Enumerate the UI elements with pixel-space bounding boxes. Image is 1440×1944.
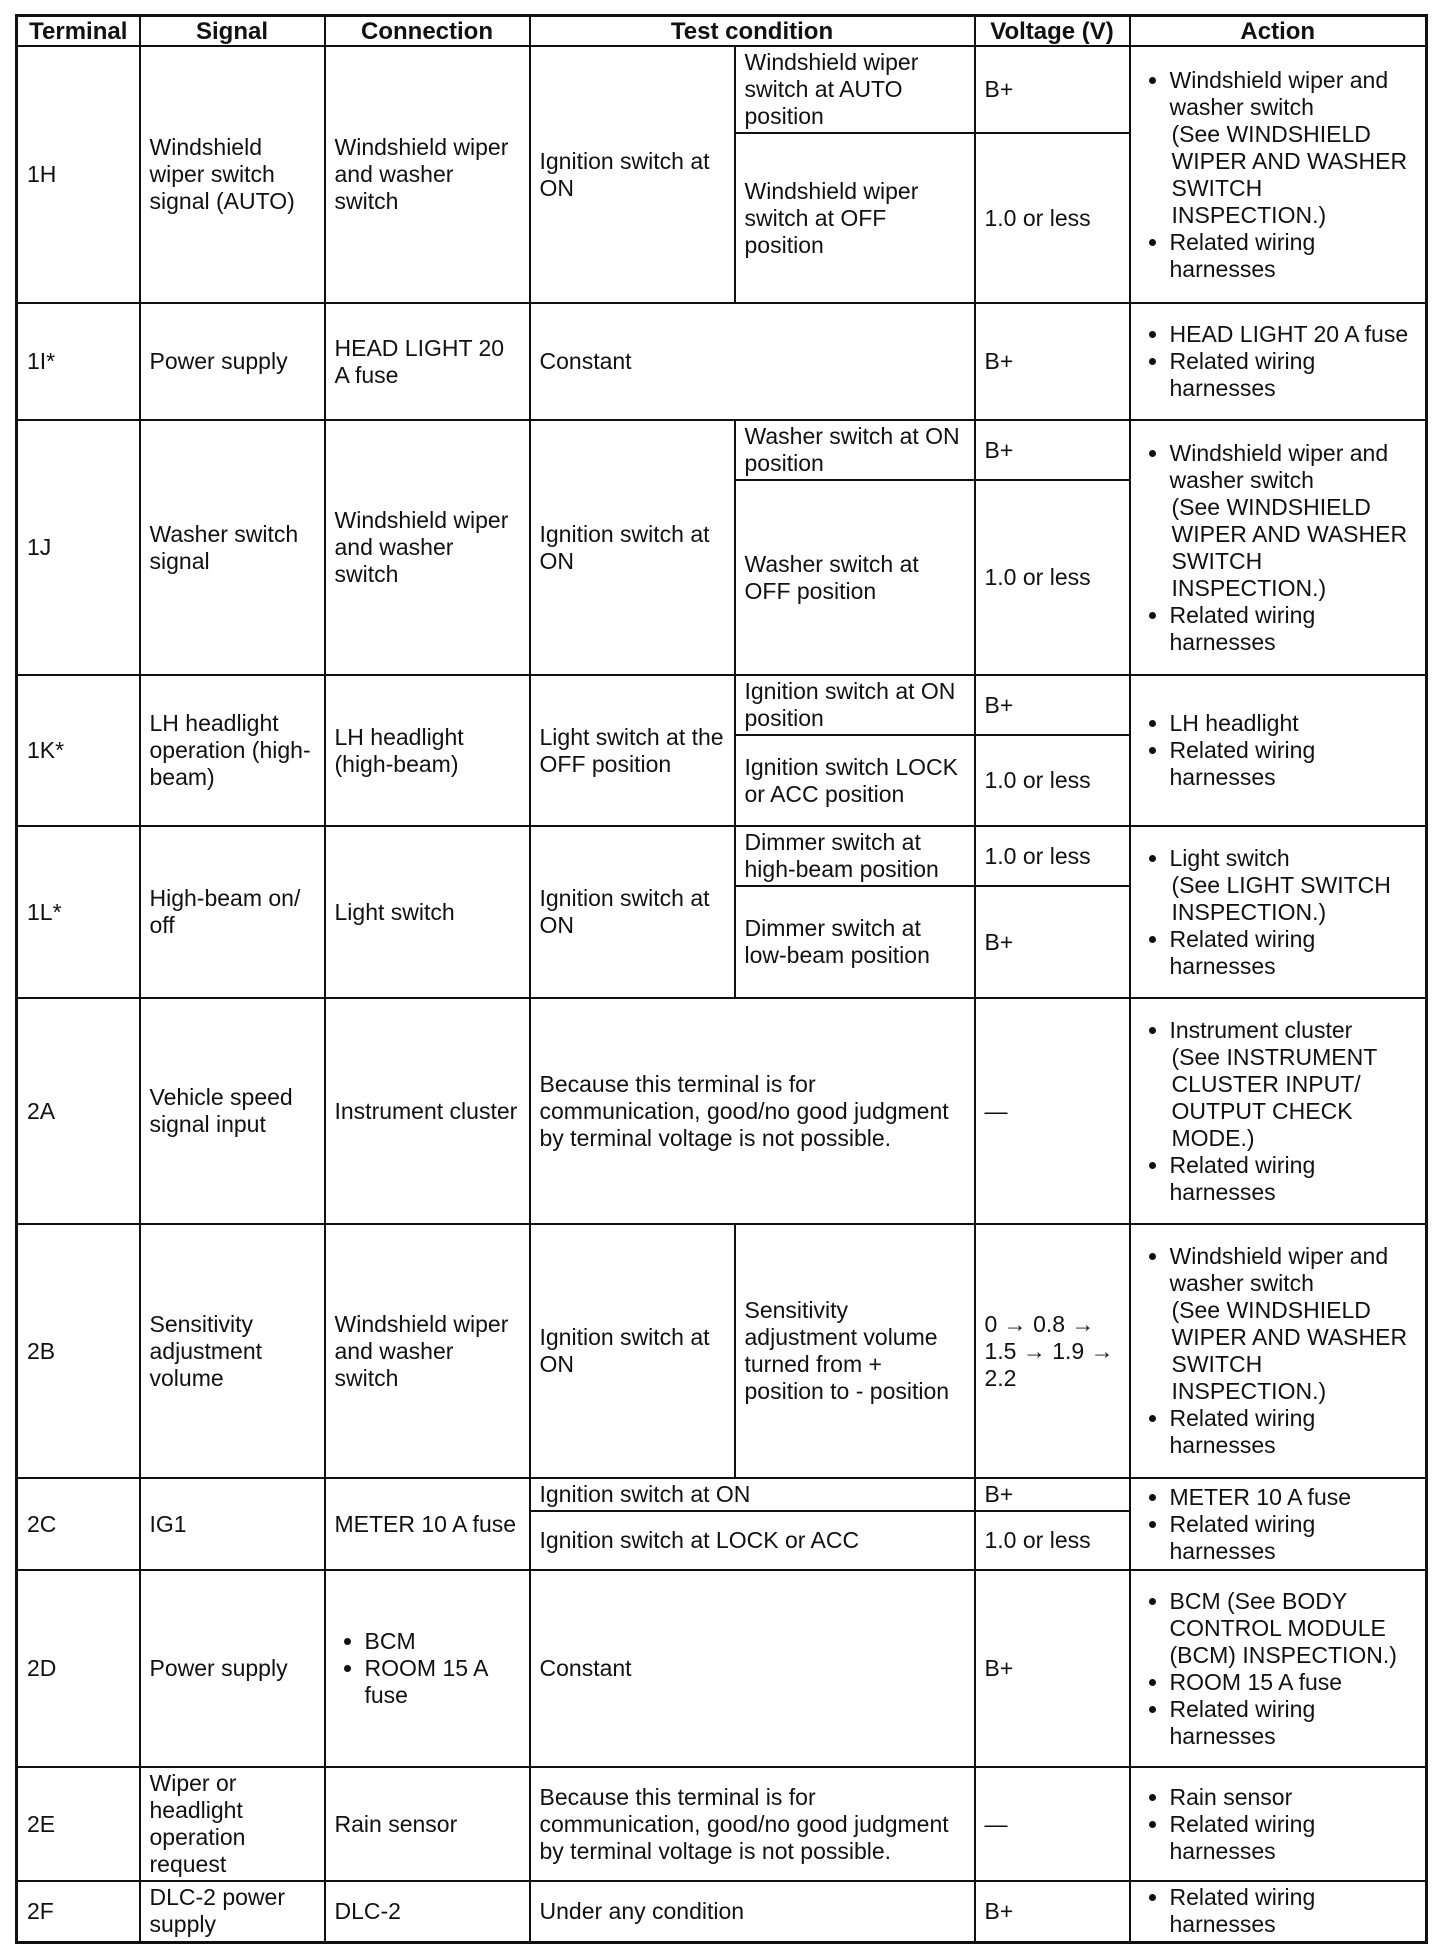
terminal-cell: 1L* [17,826,140,998]
connection-cell: Rain sensor [325,1767,530,1881]
voltage-cell: B+ [975,1478,1130,1511]
action-item: • Related wiring harnesses [1170,926,1417,980]
condition-cell: Because this terminal is for communication, good/no good judgment by terminal voltage is not possible. [530,1767,975,1881]
table-row-1h [17,46,1427,133]
connection-cell: LH headlight (high-beam) [325,675,530,826]
action-cell [1130,1224,1427,1478]
action-cell [1130,420,1427,675]
action-cell [1130,675,1427,826]
connection-cell: Windshield wiper and washer switch [325,420,530,675]
voltage-cell: — [975,998,1130,1224]
signal-cell: Sensitivity adjustment volume [140,1224,325,1478]
connection-cell: Windshield wiper and washer switch [325,46,530,303]
sub-condition-cell: Washer switch at OFF position [735,480,975,675]
table-header-row [17,16,1427,47]
action-item: • Windshield wiper and washer switch (See WINDSHIELD WIPER AND WASHER SWITCH INSPECTION.) [1170,1243,1417,1405]
voltage-cell: B+ [975,420,1130,480]
voltage-cell: B+ [975,886,1130,998]
connection-item: • ROOM 15 A fuse [365,1655,520,1709]
connection-cell: DLC-2 [325,1881,530,1942]
condition-cell: Light switch at the OFF position [530,675,735,826]
action-item: • Related wiring harnesses [1170,229,1417,283]
action-item: • Related wiring harnesses [1170,737,1417,791]
terminal-cell: 2F [17,1881,140,1942]
terminal-cell: 1J [17,420,140,675]
sub-condition-cell: Sensitivity adjustment volume turned from + position to - position [735,1224,975,1478]
table-row-2a [17,998,1427,1224]
sub-condition-cell: Dimmer switch at high-beam position [735,826,975,886]
action-item: • Related wiring harnesses [1170,1405,1417,1459]
signal-cell: High-beam on/ off [140,826,325,998]
header-voltage: Voltage (V) [975,16,1130,47]
action-cell [1130,46,1427,303]
action-item: • Related wiring harnesses [1170,1696,1417,1750]
table-row-1l [17,826,1427,886]
voltage-cell: B+ [975,1570,1130,1767]
condition-cell: Ignition switch at ON [530,1224,735,1478]
terminal-cell: 2D [17,1570,140,1767]
table-row-2e [17,1767,1427,1881]
terminal-cell: 2E [17,1767,140,1881]
sub-condition-cell: Dimmer switch at low-beam position [735,886,975,998]
header-test-condition: Test condition [530,16,975,47]
signal-cell: Wiper or headlight operation request [140,1767,325,1881]
condition-cell: Ignition switch at ON [530,46,735,303]
voltage-cell: B+ [975,303,1130,420]
condition-cell: Constant [530,303,975,420]
action-cell [1130,1881,1427,1942]
table-row-2f [17,1881,1427,1942]
voltage-cell: B+ [975,1881,1130,1942]
table-row-2d [17,1570,1427,1767]
signal-cell: Power supply [140,1570,325,1767]
signal-cell: IG1 [140,1478,325,1570]
action-item: • Related wiring harnesses [1170,1884,1417,1938]
connection-cell: Windshield wiper and washer switch [325,1224,530,1478]
sub-condition-cell: Windshield wiper switch at AUTO position [735,46,975,133]
connection-cell: Instrument cluster [325,998,530,1224]
condition-cell: Ignition switch at ON [530,826,735,998]
header-action: Action [1130,16,1427,47]
action-item: • LH headlight [1170,710,1417,737]
table-row-2c [17,1478,1427,1511]
table-row-2b [17,1224,1427,1478]
voltage-cell: 1.0 or less [975,735,1130,826]
voltage-cell: 1.0 or less [975,480,1130,675]
action-item: • Related wiring harnesses [1170,1152,1417,1206]
action-item: • Light switch (See LIGHT SWITCH INSPECTION.) [1170,845,1417,926]
voltage-cell: — [975,1767,1130,1881]
connection-cell: HEAD LIGHT 20 A fuse [325,303,530,420]
signal-cell: Power supply [140,303,325,420]
action-item: • Rain sensor [1170,1784,1417,1811]
header-signal: Signal [140,16,325,47]
action-cell [1130,1570,1427,1767]
voltage-cell: B+ [975,46,1130,133]
action-item: • Instrument cluster (See INSTRUMENT CLUSTER INPUT/ OUTPUT CHECK MODE.) [1170,1017,1417,1152]
connection-cell: Light switch [325,826,530,998]
action-item: • Related wiring harnesses [1170,602,1417,656]
action-item: • Related wiring harnesses [1170,348,1417,402]
action-cell [1130,1478,1427,1570]
sub-condition-cell: Washer switch at ON position [735,420,975,480]
sub-condition-cell: Ignition switch at ON position [735,675,975,735]
header-connection: Connection [325,16,530,47]
signal-cell: Washer switch signal [140,420,325,675]
signal-cell: Vehicle speed signal input [140,998,325,1224]
terminal-cell: 2B [17,1224,140,1478]
signal-cell: LH headlight operation (high-beam) [140,675,325,826]
action-item: • Windshield wiper and washer switch (See WINDSHIELD WIPER AND WASHER SWITCH INSPECTION.) [1170,67,1417,229]
condition-cell: Under any condition [530,1881,975,1942]
action-item: • METER 10 A fuse [1170,1484,1417,1511]
action-cell [1130,826,1427,998]
connection-cell [325,1570,530,1767]
condition-cell: Ignition switch at ON [530,420,735,675]
action-item: • BCM (See BODY CONTROL MODULE (BCM) INSPECTION.) [1170,1588,1417,1669]
terminal-cell: 1H [17,46,140,303]
signal-cell: DLC-2 power supply [140,1881,325,1942]
voltage-cell: 1.0 or less [975,1511,1130,1570]
action-item: • Windshield wiper and washer switch (See WINDSHIELD WIPER AND WASHER SWITCH INSPECTION.) [1170,440,1417,602]
connection-cell: METER 10 A fuse [325,1478,530,1570]
terminal-cell: 2C [17,1478,140,1570]
condition-cell: Ignition switch at ON [530,1478,975,1511]
action-item: • Related wiring harnesses [1170,1811,1417,1865]
sub-condition-cell: Ignition switch LOCK or ACC position [735,735,975,826]
voltage-cell: 1.0 or less [975,133,1130,303]
action-cell [1130,1767,1427,1881]
voltage-cell: 0 → 0.8 → 1.5 → 1.9 → 2.2 [975,1224,1130,1478]
condition-cell: Ignition switch at LOCK or ACC [530,1511,975,1570]
terminal-cell: 1K* [17,675,140,826]
action-item: • Related wiring harnesses [1170,1511,1417,1565]
terminal-voltage-table [15,14,1428,1944]
table-row-1k [17,675,1427,735]
connection-item: • BCM [365,1628,520,1655]
sub-condition-cell: Windshield wiper switch at OFF position [735,133,975,303]
terminal-cell: 1I* [17,303,140,420]
table-row-1i [17,303,1427,420]
action-cell [1130,303,1427,420]
terminal-cell: 2A [17,998,140,1224]
voltage-cell: B+ [975,675,1130,735]
action-cell [1130,998,1427,1224]
header-terminal: Terminal [17,16,140,47]
action-item: • HEAD LIGHT 20 A fuse [1170,321,1417,348]
voltage-cell: 1.0 or less [975,826,1130,886]
condition-cell: Because this terminal is for communication, good/no good judgment by terminal voltage is not possible. [530,998,975,1224]
action-item: • ROOM 15 A fuse [1170,1669,1417,1696]
table-row-1j [17,420,1427,480]
signal-cell: Windshield wiper switch signal (AUTO) [140,46,325,303]
condition-cell: Constant [530,1570,975,1767]
